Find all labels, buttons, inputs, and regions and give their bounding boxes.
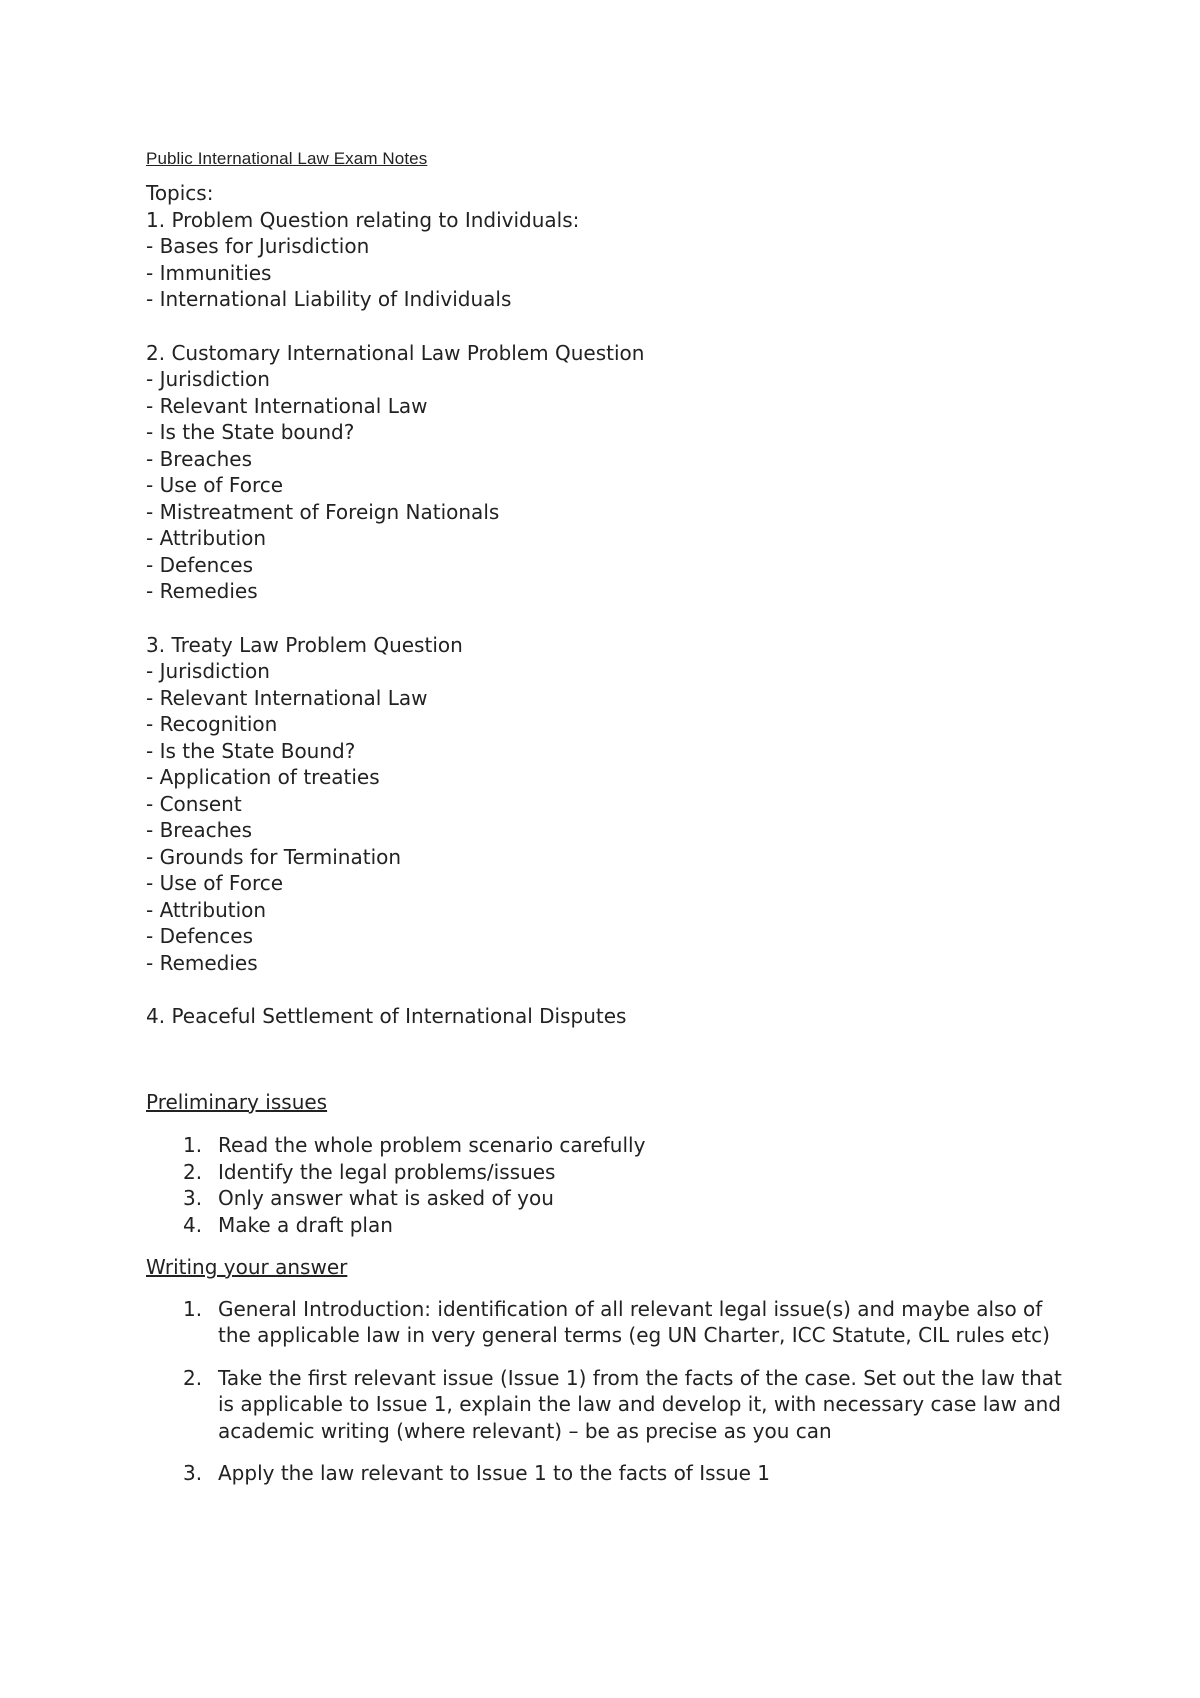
topic-item: - Use of Force xyxy=(146,871,284,895)
list-text: Make a draft plan xyxy=(218,1212,393,1237)
list-text: Take the first relevant issue (Issue 1) from the facts of the case. Set out the law that is applicable to Issue 1, explain the law and develop it, with necessary case law and academic writing (where relevant) – be as precise as you can xyxy=(218,1365,1062,1443)
topics-label: Topics: xyxy=(146,181,214,205)
document-page xyxy=(146,146,1066,1503)
writing-heading: Writing your answer xyxy=(146,1255,348,1279)
blank-space xyxy=(146,1030,1066,1089)
topic-section-1 xyxy=(146,207,1066,313)
topic-item: - Consent xyxy=(146,791,242,816)
topic-item: - Is the State bound? xyxy=(146,420,355,444)
list-number: 3. xyxy=(183,1461,203,1485)
list-text: Read the whole problem scenario carefully xyxy=(218,1133,646,1157)
list-number: 4. xyxy=(183,1212,203,1237)
topic-heading: 4. Peaceful Settlement of International Disputes xyxy=(146,1004,627,1028)
list-item xyxy=(146,1132,1066,1159)
topic-item: - Attribution xyxy=(146,526,267,550)
list-text: Only answer what is asked of you xyxy=(218,1186,554,1210)
preliminary-heading: Preliminary issues xyxy=(146,1089,328,1114)
topic-item: - Application of treaties xyxy=(146,765,380,789)
topic-item: - Recognition xyxy=(146,712,278,736)
list-number: 2. xyxy=(183,1159,203,1184)
topic-item: - Jurisdiction xyxy=(146,659,270,683)
list-item xyxy=(146,1460,1066,1487)
topic-item: - Defences xyxy=(146,924,254,948)
list-text: Apply the law relevant to Issue 1 to the facts of Issue 1 xyxy=(218,1461,771,1485)
topic-item: - Grounds for Termination xyxy=(146,844,402,869)
blank-line xyxy=(146,313,1066,340)
list-item xyxy=(146,1296,1066,1349)
list-number: 1. xyxy=(183,1133,203,1157)
topic-item: - Remedies xyxy=(146,950,258,975)
topic-item: - Breaches xyxy=(146,818,253,842)
topic-item: - Jurisdiction xyxy=(146,367,270,391)
document-title: Public International Law Exam Notes xyxy=(146,149,428,168)
topic-item: - International Liability of Individuals xyxy=(146,287,512,311)
list-text: Identify the legal problems/issues xyxy=(218,1159,556,1184)
blank-line xyxy=(146,605,1066,632)
topic-item: - Remedies xyxy=(146,579,258,603)
topic-heading: 3. Treaty Law Problem Question xyxy=(146,632,463,657)
list-number: 3. xyxy=(183,1186,203,1210)
topic-item: - Relevant International Law xyxy=(146,685,428,710)
topic-item: - Is the State Bound? xyxy=(146,738,356,763)
topic-item: - Relevant International Law xyxy=(146,393,428,418)
list-item xyxy=(146,1159,1066,1186)
topic-heading: 2. Customary International Law Problem Question xyxy=(146,340,645,365)
topic-section-4 xyxy=(146,1003,1066,1030)
topic-section-2 xyxy=(146,340,1066,605)
writing-list xyxy=(146,1296,1066,1487)
topic-item: - Attribution xyxy=(146,897,267,922)
topic-item: - Bases for Jurisdiction xyxy=(146,234,370,258)
topic-item: - Breaches xyxy=(146,446,253,471)
topic-heading: 1. Problem Question relating to Individuals: xyxy=(146,207,580,232)
preliminary-list xyxy=(146,1132,1066,1238)
list-item xyxy=(146,1185,1066,1212)
topic-item: - Use of Force xyxy=(146,473,284,497)
list-item xyxy=(146,1365,1066,1445)
list-number: 2. xyxy=(183,1365,203,1390)
list-text: General Introduction: identification of all relevant legal issue(s) and maybe also of the applicable law in very general terms (eg UN Charter, ICC Statute, CIL rules etc) xyxy=(218,1296,1050,1347)
list-item xyxy=(146,1212,1066,1239)
topic-section-3 xyxy=(146,632,1066,977)
topic-item: - Immunities xyxy=(146,260,272,285)
topic-item: - Defences xyxy=(146,552,254,577)
topic-item: - Mistreatment of Foreign Nationals xyxy=(146,499,500,524)
blank-line xyxy=(146,976,1066,1003)
list-number: 1. xyxy=(183,1296,203,1321)
